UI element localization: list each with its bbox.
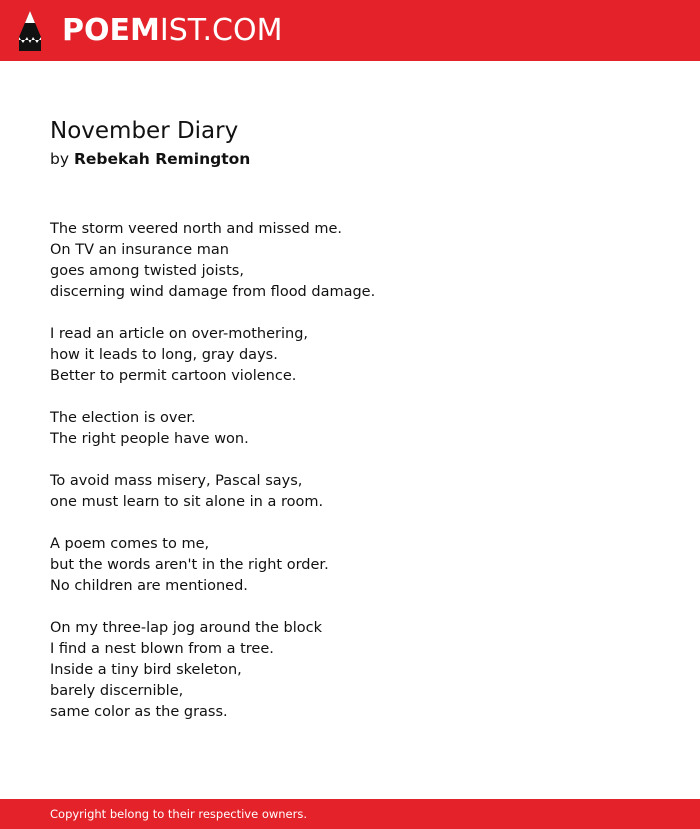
poem-line: To avoid mass misery, Pascal says, bbox=[50, 473, 303, 489]
poem-line: On TV an insurance man bbox=[50, 242, 229, 258]
pencil-tip-icon[interactable] bbox=[18, 10, 42, 52]
poem-line: A poem comes to me, bbox=[50, 536, 210, 552]
poem-line: but the words aren't in the right order. bbox=[50, 557, 329, 573]
poem-title: November Diary bbox=[50, 118, 239, 144]
poem-line: Better to permit cartoon violence. bbox=[50, 368, 297, 384]
poem-line: I find a nest blown from a tree. bbox=[50, 641, 274, 657]
poem-line: one must learn to sit alone in a room. bbox=[50, 494, 324, 510]
by-label: by bbox=[50, 150, 70, 168]
stanza bbox=[50, 219, 650, 303]
poem-line: The election is over. bbox=[50, 410, 196, 426]
logo-bold-text: POEM bbox=[62, 13, 160, 48]
poem-line: how it leads to long, gray days. bbox=[50, 347, 278, 363]
stanza bbox=[50, 618, 650, 723]
poem-line: No children are mentioned. bbox=[50, 578, 248, 594]
poem-line: I read an article on over-mothering, bbox=[50, 326, 309, 342]
author-name: Rebekah Remington bbox=[73, 150, 251, 168]
stanza bbox=[50, 471, 650, 513]
site-footer bbox=[0, 799, 700, 829]
poem-line: barely discernible, bbox=[50, 683, 184, 699]
stanza bbox=[50, 408, 650, 450]
site-header bbox=[0, 0, 700, 61]
poem-line: goes among twisted joists, bbox=[50, 263, 244, 279]
poem-line: The right people have won. bbox=[50, 431, 249, 447]
poem-body bbox=[50, 219, 650, 744]
poem-line: On my three-lap jog around the block bbox=[50, 620, 323, 636]
poem-line: same color as the grass. bbox=[50, 704, 228, 720]
logo-light-text: IST.COM bbox=[159, 13, 283, 48]
copyright-text: Copyright belong to their respective owners. bbox=[50, 807, 308, 821]
poem-line: The storm veered north and missed me. bbox=[50, 221, 342, 237]
poem-line: discerning wind damage from flood damage. bbox=[50, 284, 376, 300]
poem-line: Inside a tiny bird skeleton, bbox=[50, 662, 242, 678]
byline bbox=[50, 148, 250, 170]
stanza bbox=[50, 534, 650, 597]
stanza bbox=[50, 324, 650, 387]
site-logo[interactable] bbox=[62, 13, 282, 49]
